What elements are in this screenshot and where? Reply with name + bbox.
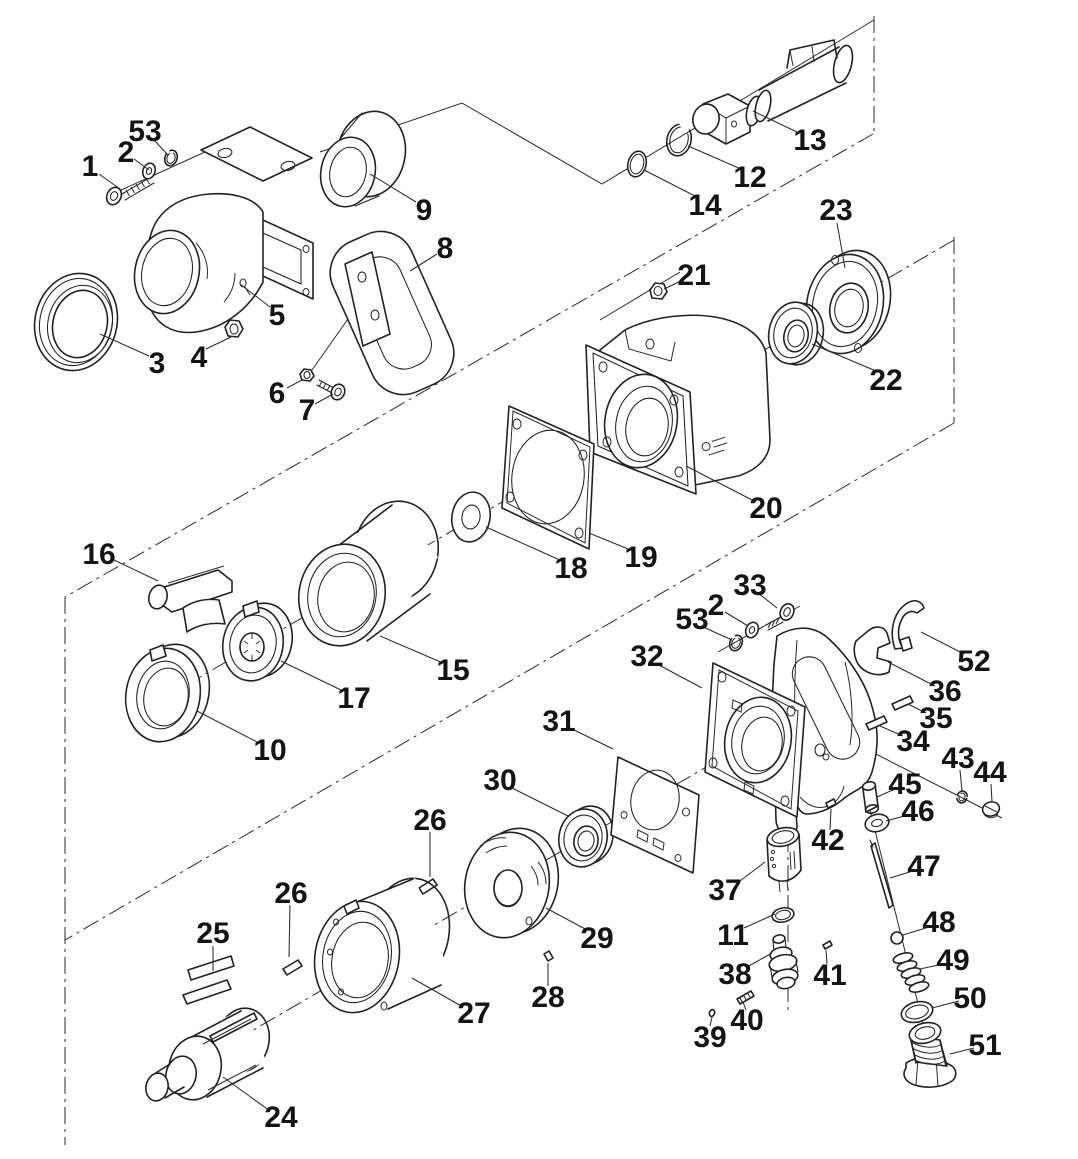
part-number-text: 25: [196, 917, 230, 950]
part-number-text: 19: [624, 541, 658, 574]
part-label-21-13: [664, 259, 711, 292]
part-number-text: 36: [928, 675, 962, 708]
part-30-ball-bearing: [554, 802, 617, 870]
part-number-text: 29: [580, 922, 614, 955]
part-28-pin: [544, 951, 553, 961]
part-52-spring-clip: [892, 601, 924, 651]
part-number-text: 14: [688, 189, 722, 222]
part-18-washer: [448, 489, 494, 545]
part-26-pin-left: [283, 960, 302, 975]
part-label-7-7: [299, 394, 333, 427]
part-label-42-38: [811, 809, 844, 857]
part-label-52-28: [921, 632, 991, 678]
part-label-17-54: [281, 661, 371, 715]
part-24-rotor: [143, 1003, 275, 1104]
part-number-text: 4: [190, 341, 208, 374]
part-label-49-35: [920, 944, 970, 977]
leader-line-15: [380, 636, 443, 663]
part-16-reverse-valve: [146, 566, 232, 632]
part-label-19-17: [589, 533, 658, 574]
part-number-text: 28: [531, 981, 565, 1014]
part-number-text: 23: [819, 194, 853, 227]
part-number-text: 39: [693, 1021, 727, 1054]
part-33-screw: [766, 602, 796, 630]
part-number-text: 3: [148, 347, 166, 380]
leader-line-26: [289, 905, 290, 957]
part-number-text: 41: [813, 959, 847, 992]
part-number-text: 27: [457, 997, 491, 1030]
leader-line-30: [512, 788, 568, 816]
part-number-text: 46: [901, 795, 935, 828]
part-label-4-4: [191, 337, 231, 374]
part-label-47-33: [890, 850, 941, 883]
part-13-anvil: [690, 40, 856, 144]
part-6-nut: [300, 369, 314, 381]
part-number-text: 15: [436, 654, 470, 687]
part-label-28-46: [531, 963, 564, 1014]
part-number-text: 22: [869, 364, 903, 397]
part-number-text: 24: [264, 1101, 298, 1134]
part-number-text: 35: [919, 702, 953, 735]
part-10-clutch-ring: [118, 638, 216, 747]
part-49-spring: [892, 951, 930, 994]
leader-line-24: [223, 1077, 270, 1111]
part-number-text: 33: [733, 569, 767, 602]
leader-line-6: [287, 380, 302, 388]
part-48-ball: [891, 932, 903, 944]
part-number-text: 17: [337, 682, 371, 715]
part-number-text: 34: [896, 725, 930, 758]
part-35-pin: [892, 696, 913, 710]
part-12-retaining-ring: [663, 122, 694, 159]
part-41-pin: [823, 941, 832, 949]
part-number-text: 30: [483, 764, 517, 797]
part-label-39-43: [693, 1017, 726, 1054]
nut21-axis: [600, 272, 680, 320]
part-label-41-44: [813, 950, 846, 992]
part-label-40-42: [730, 1002, 763, 1037]
part-3-retainer-ring: [24, 265, 127, 380]
part-number-text: 21: [677, 259, 711, 292]
part-number-text: 53: [675, 603, 709, 636]
part-43-retaining-ring: [955, 790, 969, 805]
part-number-text: 49: [936, 944, 970, 977]
part-label-1-0: [82, 150, 120, 189]
part-label-16-52: [82, 538, 158, 581]
part-29-end-plate: [456, 822, 566, 945]
part-number-text: 2: [117, 136, 135, 169]
part-number-text: 5: [268, 299, 286, 332]
leader-line-16: [112, 559, 158, 581]
part-37-valve-bushing: [765, 825, 801, 892]
part-label-11-40: [717, 914, 775, 952]
part-46-washer: [863, 812, 890, 834]
part-label-30-24: [483, 764, 568, 816]
part-number-text: 6: [268, 377, 286, 410]
part-9-cylinder-bushing: [314, 105, 413, 212]
part-label-26-50: [274, 877, 307, 957]
part-label-10-55: [197, 711, 287, 767]
part-1-screw: [104, 177, 154, 207]
part-20-motor-case: [586, 315, 770, 494]
part-39-pin: [708, 1009, 715, 1017]
part-label-51-37: [950, 1029, 1002, 1062]
part-number-text: 47: [907, 850, 941, 883]
part-number-text: 20: [749, 492, 783, 525]
part-number-text: 51: [968, 1029, 1002, 1062]
part-number-text: 45: [888, 768, 922, 801]
part-label-26-51: [413, 804, 446, 877]
part-label-48-34: [903, 906, 956, 939]
leader-line-10: [197, 711, 257, 742]
part-number-text: 26: [274, 877, 308, 910]
part-17-cam-washer: [217, 598, 298, 685]
part-number-text: 16: [82, 538, 116, 571]
part-53-ring-lower: [727, 633, 744, 652]
part-label-50-36: [932, 982, 987, 1015]
part-number-text: 12: [733, 161, 767, 194]
part-number-text: 26: [413, 804, 447, 837]
leader-line-32: [657, 664, 702, 688]
part-label-15-53: [380, 636, 470, 687]
leader-line-1: [99, 174, 120, 189]
part-number-text: 7: [298, 394, 316, 427]
part-38-throttle-valve: [768, 934, 800, 990]
part-number-text: 13: [793, 124, 827, 157]
part-number-text: 18: [554, 552, 588, 585]
part-number-text: 43: [941, 742, 975, 775]
part-number-text: 8: [436, 232, 454, 265]
part-label-29-45: [546, 908, 614, 955]
part-label-32-22: [630, 640, 702, 688]
leader-line-17: [281, 661, 343, 691]
part-number-text: 10: [253, 734, 287, 767]
part-27-rotor-cylinder: [306, 872, 458, 1020]
part-15-cylinder: [291, 494, 446, 652]
part-36-reverse-bracket: [854, 627, 891, 675]
part-number-text: 48: [922, 906, 956, 939]
leader-line-18: [486, 527, 562, 561]
part-number-text: 42: [811, 824, 845, 857]
part-7-screw: [317, 380, 347, 402]
part-number-text: 9: [415, 194, 433, 227]
leader-line-4: [206, 337, 231, 349]
part-number-text: 11: [717, 919, 749, 952]
part-label-34-27: [880, 725, 930, 758]
part-50-o-ring: [899, 998, 935, 1025]
part-label-44-30: [973, 756, 1007, 802]
leader-line-31: [570, 728, 613, 749]
part-label-31-23: [542, 705, 613, 749]
part-44-screw-plug: [981, 800, 1001, 818]
part-2-washer-top: [141, 161, 158, 180]
part-number-text: 32: [630, 640, 664, 673]
part-number-text: 50: [953, 982, 987, 1015]
part-19-gasket: [502, 406, 594, 549]
parts-layer: [24, 40, 1001, 1105]
part-number-text: 52: [957, 645, 991, 678]
leader-line-7: [315, 394, 333, 404]
part-label-37-39: [708, 862, 765, 907]
leader-line-2: [725, 612, 748, 626]
part-11-o-ring: [771, 906, 795, 924]
part-number-text: 2: [707, 589, 725, 622]
part-label-6-6: [269, 377, 302, 410]
part-label-38-41: [718, 953, 772, 991]
part-number-text: 40: [730, 1004, 764, 1037]
part-21-nut: [650, 283, 667, 299]
part-label-43-29: [941, 742, 974, 791]
part-number-text: 37: [708, 874, 742, 907]
part-31-gasket: [611, 757, 699, 873]
part-number-text: 44: [973, 756, 1007, 789]
part-14-o-ring: [625, 149, 649, 179]
part-label-33-19: [733, 569, 777, 608]
part-number-text: 1: [81, 150, 99, 183]
part-51-inlet-bushing: [904, 1019, 956, 1087]
part-45-valve-stem: [862, 781, 879, 815]
part-25-rotor-blades: [183, 956, 234, 1004]
part-number-text: 38: [718, 958, 752, 991]
part-number-text: 31: [542, 705, 576, 738]
part-4-nut: [225, 320, 243, 337]
part-label-24-48: [223, 1077, 298, 1134]
part-40-spring-pin: [737, 991, 754, 1004]
part-47-valve-rod: [870, 840, 893, 908]
part-number-text: 53: [128, 115, 162, 148]
part-label-12-10: [688, 146, 767, 194]
part-label-14-12: [644, 170, 722, 222]
